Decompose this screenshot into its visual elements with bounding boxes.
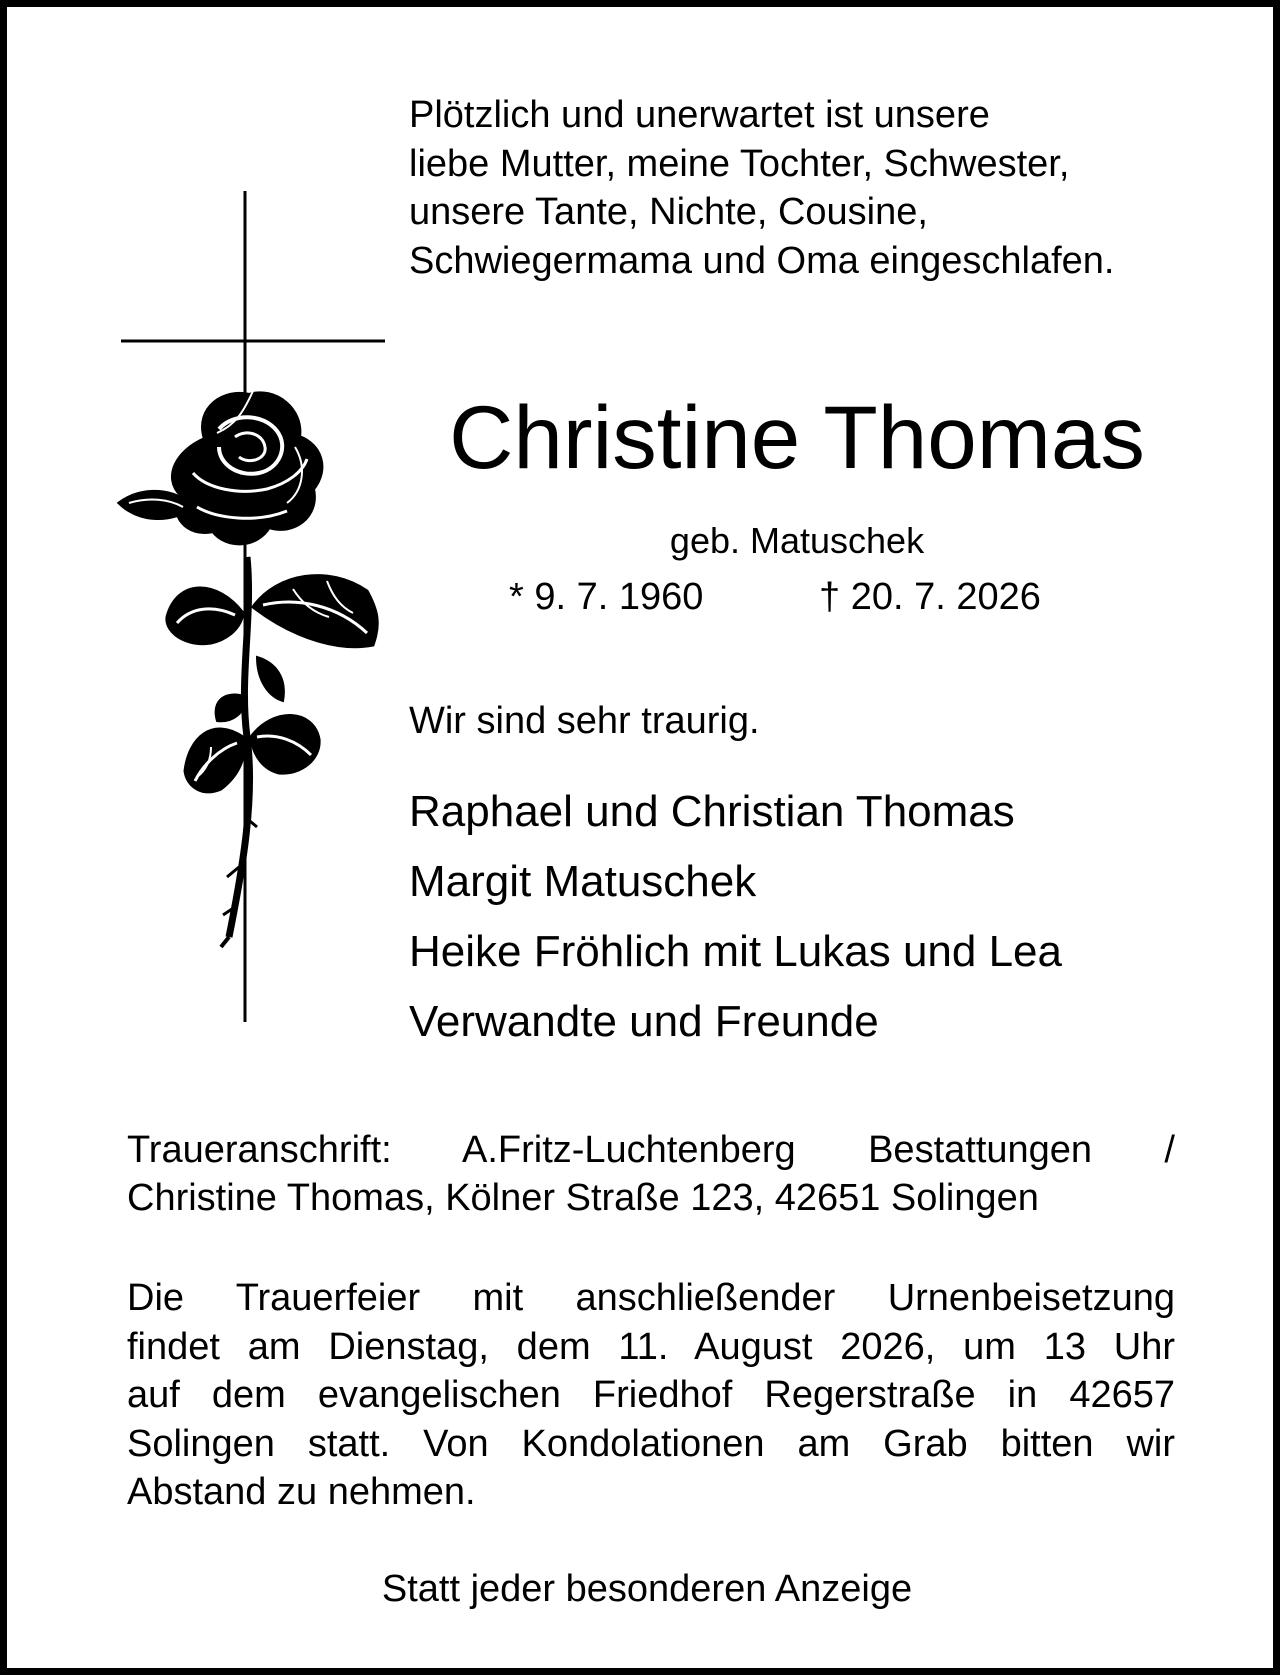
mourner-line: Verwandte und Freunde xyxy=(409,997,879,1046)
mourners-list xyxy=(409,777,1209,1057)
intro-text xyxy=(409,91,1189,285)
address-line: Traueranschrift: A.Fritz-Luchtenberg Bestattungen / xyxy=(127,1129,1175,1171)
intro-line: Plötzlich und unerwartet ist unsere xyxy=(409,94,990,136)
sad-line: Wir sind sehr traurig. xyxy=(409,700,760,742)
address-line: Christine Thomas, Kölner Straße 123, 42651 Solingen xyxy=(127,1177,1039,1219)
footer-note: Statt jeder besonderen Anzeige xyxy=(381,1568,913,1610)
deceased-name: Christine Thomas xyxy=(449,387,1145,487)
intro-line: unsere Tante, Nichte, Cousine, xyxy=(409,191,928,233)
mourner-line: Margit Matuschek xyxy=(409,857,757,906)
ceremony-line: findet am Dienstag, dem 11. August 2026, um 13 Uhr xyxy=(127,1325,1175,1368)
ceremony-line: Die Trauerfeier mit anschließender Urnenbeisetzung xyxy=(127,1277,1175,1319)
mourning-address xyxy=(127,1126,1175,1222)
maiden-name: geb. Matuschek xyxy=(669,520,925,561)
ceremony-line: Solingen statt. Von Kondolationen am Grab bitten wir xyxy=(127,1422,1175,1465)
cross-and-rose-artwork xyxy=(107,177,397,1027)
ceremony-text xyxy=(127,1274,1175,1517)
ceremony-line: Abstand zu nehmen. xyxy=(127,1471,476,1513)
death-date: † 20. 7. 2026 xyxy=(819,576,1041,618)
ceremony-line: auf dem evangelischen Friedhof Regerstraße in 42657 xyxy=(127,1374,1175,1416)
intro-line: liebe Mutter, meine Tochter, Schwester, xyxy=(409,142,1070,185)
intro-line: Schwiegermama und Oma eingeschlafen. xyxy=(409,239,1115,282)
mourner-line: Heike Fröhlich mit Lukas und Lea xyxy=(409,927,1062,976)
rose-icon xyxy=(119,391,377,947)
birth-date: * 9. 7. 1960 xyxy=(509,576,704,618)
mourner-line: Raphael und Christian Thomas xyxy=(409,787,1015,836)
